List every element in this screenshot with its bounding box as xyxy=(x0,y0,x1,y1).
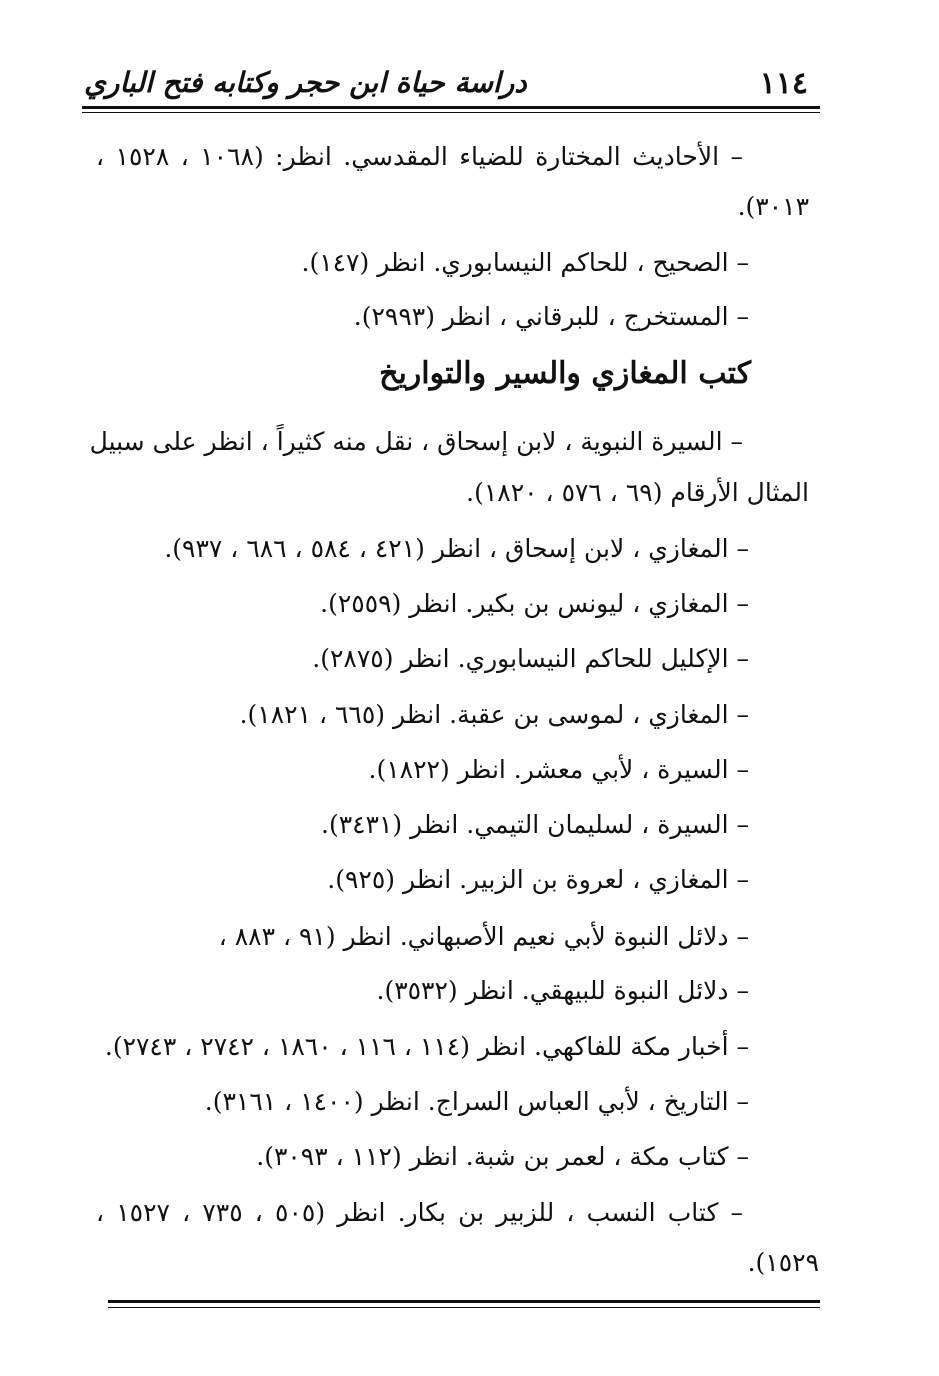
list-item: – أخبار مكة للفاكهي. انظر (١١٤ ، ١١٦ ، ١٨٦٠ ، ٢٧٤٢ ، ٢٧٤٣). xyxy=(104,1032,749,1061)
list-item: – الأحاديث المختارة للضياء المقدسي. انظر: (١٠٦٨ ، ١٥٢٨ ، xyxy=(96,142,744,171)
list-item-continuation: ٣٠١٣). xyxy=(737,192,809,221)
header-rule-thin xyxy=(82,112,820,113)
list-item: – المستخرج ، للبرقاني ، انظر (٢٩٩٣). xyxy=(353,302,749,331)
list-item: – كتاب النسب ، للزبير بن بكار. انظر (٥٠٥ ، ٧٣٥ ، ١٥٢٧ ، xyxy=(96,1198,744,1227)
list-item-continuation: ١٥٢٩). xyxy=(747,1248,819,1277)
list-item: – المغازي ، ليونس بن بكير. انظر (٢٥٥٩). xyxy=(320,589,749,618)
header-rule xyxy=(82,106,820,109)
list-item: – السيرة ، لسليمان التيمي. انظر (٣٤٣١). xyxy=(321,810,749,839)
list-item: – دلائل النبوة للبيهقي. انظر (٣٥٣٢). xyxy=(376,976,749,1005)
list-item: – الصحيح ، للحاكم النيسابوري. انظر (١٤٧). xyxy=(301,248,749,277)
list-item: – المغازي ، لابن إسحاق ، انظر (٤٢١ ، ٥٨٤ ، ٦٨٦ ، ٩٣٧). xyxy=(164,534,749,563)
list-item: – المغازي ، لموسى بن عقبة. انظر (٦٦٥ ، ١٨٢١). xyxy=(239,700,749,729)
list-item: – كتاب مكة ، لعمر بن شبة. انظر (١١٢ ، ٣٠٩٣). xyxy=(256,1142,749,1171)
page-number: ١١٤ xyxy=(759,66,808,101)
page-header xyxy=(82,60,820,104)
list-item: – التاريخ ، لأبي العباس السراج. انظر (١٤٠٠ ، ٣١٦١). xyxy=(204,1087,749,1116)
footer-rule-thin xyxy=(108,1307,820,1308)
section-heading: كتب المغازي والسير والتواريخ xyxy=(379,356,751,391)
running-title: دراسة حياة ابن حجر وكتابه فتح الباري xyxy=(84,66,527,99)
list-item: – المغازي ، لعروة بن الزبير. انظر (٩٢٥). xyxy=(327,865,749,894)
list-item: – السيرة ، لأبي معشر. انظر (١٨٢٢). xyxy=(368,755,749,784)
list-item: – الإكليل للحاكم النيسابوري. انظر (٢٨٧٥). xyxy=(312,644,749,673)
list-item-continuation: المثال الأرقام (٦٩ ، ٥٧٦ ، ١٨٢٠). xyxy=(466,478,809,507)
list-item: – دلائل النبوة لأبي نعيم الأصبهاني. انظر (٩١ ، ٨٨٣ ، xyxy=(218,922,749,951)
list-item: – السيرة النبوية ، لابن إسحاق ، نقل منه كثيراً ، انظر على سبيل xyxy=(89,427,743,456)
footer-rule xyxy=(108,1300,820,1303)
